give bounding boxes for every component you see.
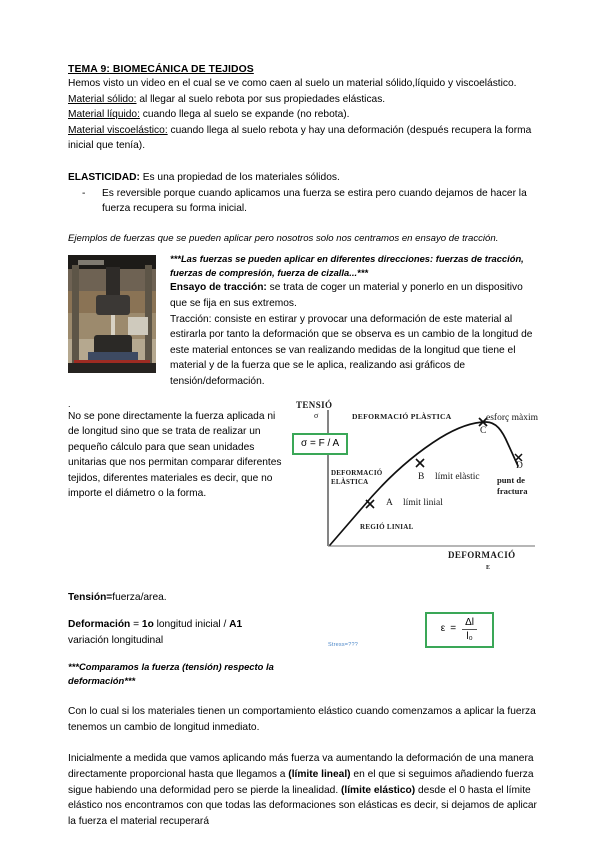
photo-base [88,352,138,360]
stray-dot: . [68,398,71,409]
elasticidad-heading-line [68,170,538,186]
deformacion-def-mid: longitud inicial / [153,619,230,631]
intro-line-1: Hemos visto un video en el cual se ve como caen al suelo un material sólido,líquido y viscoelástico. [68,78,517,89]
tension-def-label: Tensión= [68,591,113,603]
photo-specimen [111,315,115,337]
point-label-A: A [386,497,393,508]
elasticidad-heading-text: Es una propiedad de los materiales sólidos. [139,171,340,183]
region-label-regio-linial: REGIÓ LINIAL [360,522,414,531]
tensile-test-machine-photo [68,255,156,373]
y-axis-title: TENSIÓ [296,399,333,410]
closing-paragraph-1: Con lo cual si los materiales tienen un comportamiento elástico cuando comenzamos a aplicar la fuerza tenemos un cambio de longitud inmediato. [68,706,536,733]
point-marker-D [515,454,522,461]
region-label-deformacio-plastica: DEFORMACIÓ PLÀSTICA [352,411,452,421]
region-label-elastica: ELÀSTICA [331,477,369,486]
photo-column [145,265,152,365]
material-solido-text: al llegar al suelo rebota por sus propiedades elásticas. [136,93,386,105]
material-liquido-text: cuando llega al suelo se expande (no rebota). [139,109,350,121]
tension-formula-box: σ = F / A [292,433,348,455]
ensayo-traccion-line [170,280,538,311]
elasticidad-heading: ELASTICIDAD: [68,171,140,183]
point-caption-D: punt de fractura [497,474,528,496]
closing-p2-part-a: Inicialmente a medida que vamos aplicando más fuerza va aumentando la deformación de una manera directamente proporcional hasta que llegamos a [68,753,534,781]
fraction [461,617,478,642]
fraction-denominator: l₀ [462,629,476,642]
ensayo-traccion-label: Ensayo de tracción: [170,282,267,294]
calculo-and-chart-section [68,400,538,578]
point-caption-A: límit linial [403,497,443,508]
point-caption-B: límit elàstic [435,471,480,482]
material-solido-label: Material sólido: [68,93,137,105]
deformacion-def-lo: 1o [141,619,154,631]
ensayo-traccion-text: se trata de coger un material y ponerlo en un dispositivo que se fija en sus extremos. [170,282,523,309]
epsilon-symbol: ε [440,623,446,634]
material-viscoelastico-text: cuando llega al suelo rebota y hay una deformación (después recupera la forma inicial que tenía). [68,124,532,152]
material-viscoelastico-label: Material viscoelástico: [68,124,168,136]
deformacion-def-a1: A1 [229,619,243,631]
ensayo-caption-block [156,252,538,389]
material-viscoelastico-line [68,123,538,154]
elasticidad-bullet [68,186,538,217]
point-label-C: C [480,425,487,436]
limite-elastico-term: (límite elástico) [341,784,416,796]
photo-band [68,363,156,373]
y-axis-symbol: σ [314,410,319,420]
photo-label-tag [78,260,104,265]
fraction-numerator: Δl [465,616,474,628]
x-axis-symbol: ε [486,561,491,571]
stress-watermark: Stress=??? [328,641,358,648]
point-marker-A [366,500,374,508]
point-label-B: B [418,471,425,482]
calculo-text-column [68,400,282,503]
photo-actuator [106,267,120,297]
ensayo-figure-row [68,252,538,389]
definiciones-section [68,590,538,689]
fuerzas-direcciones-note: ***Las fuerzas se pueden aplicar en diferentes direcciones: fuerzas de tracción, fuerzas de compresión, fuerza de cizalla...*** [170,253,524,279]
tension-def-text: fuerza/area. [112,591,167,603]
point-marker-B [416,459,424,467]
epsilon-formula-column [328,590,538,648]
deformacion-definition [68,617,328,633]
closing-p2-part-b: en el que si seguimos añadiendo fuerza sigue habiendo una deformidad pero se pierde la linealidad. [68,769,534,796]
deformacion-formula-box-wrap [336,612,538,648]
intro-paragraph [68,76,538,92]
deformacion-def-sub: variación longitudinal [68,634,164,646]
photo-column [72,265,79,365]
region-label-deformacio: DEFORMACIÓ [331,468,383,477]
definiciones-text-column [68,590,328,689]
traccion-description: Tracción: consiste en estirar y provocar una deformación de este material al estirarla por tanto la deformación que se observa es un cambio de la longitud de este material entonces se van realizando medidas de la longitud que tiene el material y de la fuerza que se le aplica, realizando asi gráficos de tensión/deformación. [170,313,533,387]
bullet-marker: - [82,187,86,199]
comparacion-note: ***Comparamos la fuerza (tensión) respecto la deformación*** [68,661,274,687]
material-solido-line [68,92,538,108]
deformacion-formula-box [425,612,494,648]
photo-upper-grip [96,295,130,315]
limite-lineal-term: (límite lineal) [288,769,351,781]
page-title: TEMA 9: BIOMECÁNICA DE TEJIDOS [68,64,254,75]
photo-control-panel [128,317,148,335]
equals-sign: = [450,623,457,634]
tension-definition [68,590,328,606]
calculo-paragraph: No se pone directamente la fuerza aplicada ni de longitud sino que se trata de realizar un pequeño cálculo para que sean unidades unitarias que nos permitan comparar diferentes tejidos, diferentes materiales es decir, que no importe el diámetro o la forma. [68,410,282,500]
deformacion-def-label: Deformación [68,619,131,631]
deformacion-def-eq: = [130,619,142,631]
tension-formula-box-wrap [292,433,348,455]
photo-red-stripe [74,360,150,363]
closing-paragraph-2 [68,751,538,829]
stress-strain-diagram [290,400,558,578]
point-label-D: D [516,460,523,471]
x-axis-title: DEFORMACIÓ [448,549,516,560]
point-caption-C: esforç màxim [486,412,538,423]
material-liquido-line [68,107,538,123]
material-liquido-label: Material líquido: [68,109,140,121]
fuerzas-note: Ejemplos de fuerzas que se pueden aplicar pero nosotros solo nos centramos en ensayo de tracción. [68,232,499,244]
bullet-text: Es reversible porque cuando aplicamos una fuerza se estira pero cuando dejamos de hacer la fuerza recupera su forma inicial. [102,187,527,215]
stress-strain-chart-column [282,400,558,578]
closing-p2-part-c: desde el 0 hasta el límite elástico nos encontramos con que todas las deformaciones son elásticas es decir, si dejamos de aplicar la fuerza el material recuperará [68,784,537,827]
